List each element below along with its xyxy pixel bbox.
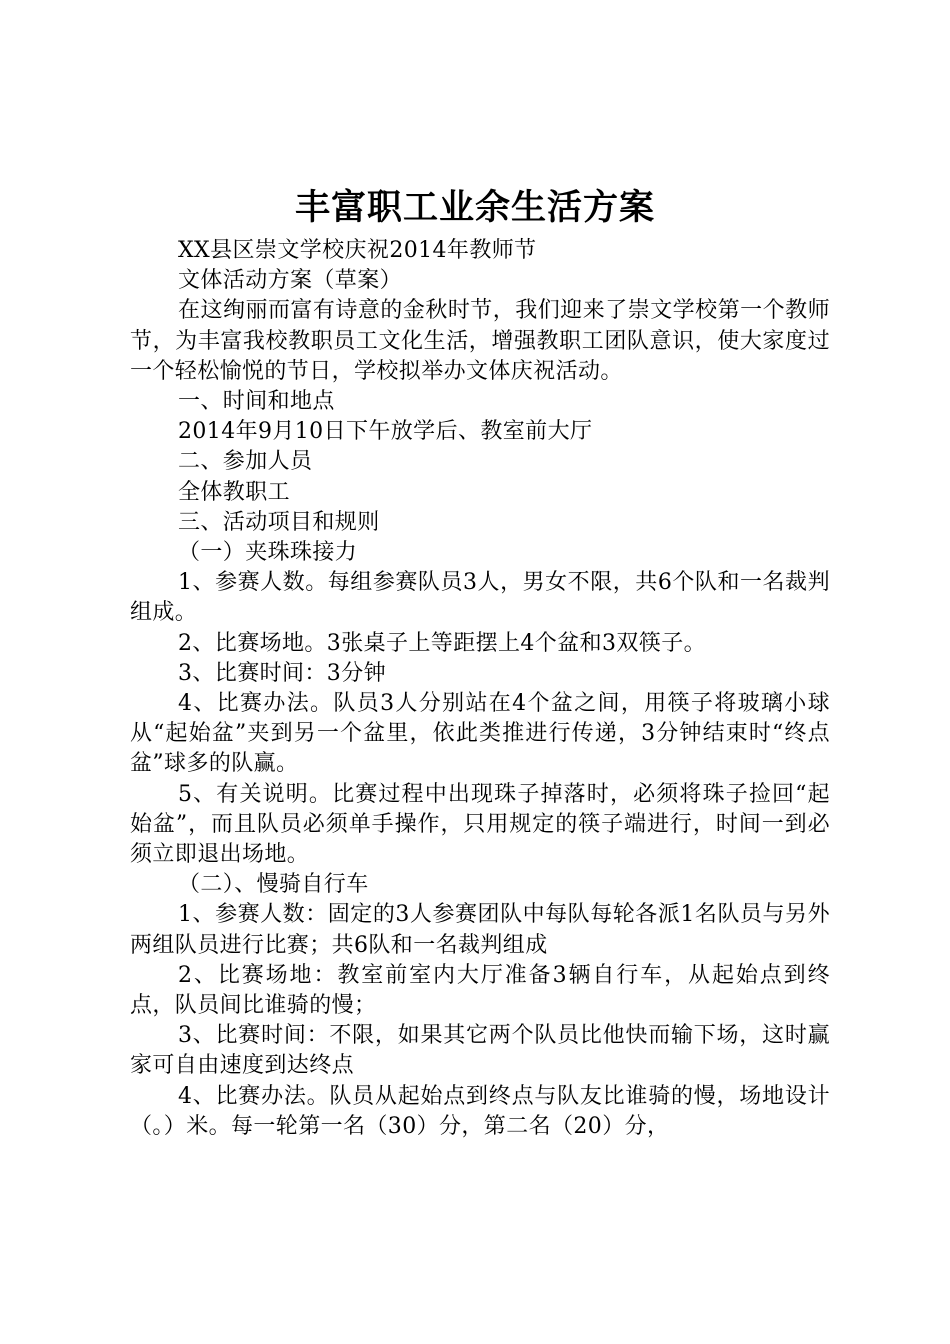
paragraph: 2014年9月10日下午放学后、教室前大厅 xyxy=(178,419,593,445)
document-title: 丰富职工业余生活方案 xyxy=(294,188,655,228)
paragraph: 1、参赛人数。每组参赛队员3人，男女不限，共6个队和一名裁判组成。 xyxy=(130,570,830,626)
subsection-heading: （二）、慢骑自行车 xyxy=(178,872,369,898)
section-heading: 三、活动项目和规则 xyxy=(178,509,380,535)
paragraph: 3、比赛时间：3分钟 xyxy=(178,660,386,686)
section-heading: 二、参加人员 xyxy=(178,449,313,475)
paragraph: 2、比赛场地：教室前室内大厅准备3辆自行车，从起始点到终点，队员间比谁骑的慢； xyxy=(130,962,830,1019)
paragraph: 文体活动方案（草案） xyxy=(178,268,403,294)
paragraph: 1、参赛人数：固定的3人参赛团队中每队每轮各派1名队员与另外两组队员进行比赛；共6队和一名裁判组成 xyxy=(130,902,830,958)
section-heading: 一、时间和地点 xyxy=(178,389,335,415)
paragraph: XX县区崇文学校庆祝2014年教师节 xyxy=(178,238,537,263)
document-body xyxy=(130,236,830,1142)
paragraph: 3、比赛时间：不限，如果其它两个队员比他快而输下场，这时赢家可自由速度到达终点 xyxy=(130,1023,830,1079)
paragraph: 5、有关说明。比赛过程中出现珠子掉落时，必须将珠子捡回“起始盆”，而且队员必须单手操作，只用规定的筷子端进行，时间一到必须立即退出场地。 xyxy=(130,781,830,868)
paragraph: 4、比赛办法。队员3人分别站在4个盆之间，用筷子将玻璃小球从“起始盆”夹到另一个盆里，依此类推进行传递，3分钟结束时“终点盆”球多的队赢。 xyxy=(130,691,830,777)
paragraph: 全体教职工 xyxy=(178,479,291,505)
paragraph: 在这绚丽而富有诗意的金秋时节，我们迎来了崇文学校第一个教师节，为丰富我校教职员工文化生活，增强教职工团队意识，使大家度过一个轻松愉悦的节日，学校拟举办文体庆祝活动。 xyxy=(130,298,830,384)
paragraph: 2、比赛场地。3张桌子上等距摆上4个盆和3双筷子。 xyxy=(178,630,706,656)
paragraph: 4、比赛办法。队员从起始点到终点与队友比谁骑的慢，场地设计（。）米。每一轮第一名（30）分，第二名（20）分， xyxy=(130,1083,830,1139)
subsection-heading: （一）夹珠珠接力 xyxy=(178,540,358,566)
